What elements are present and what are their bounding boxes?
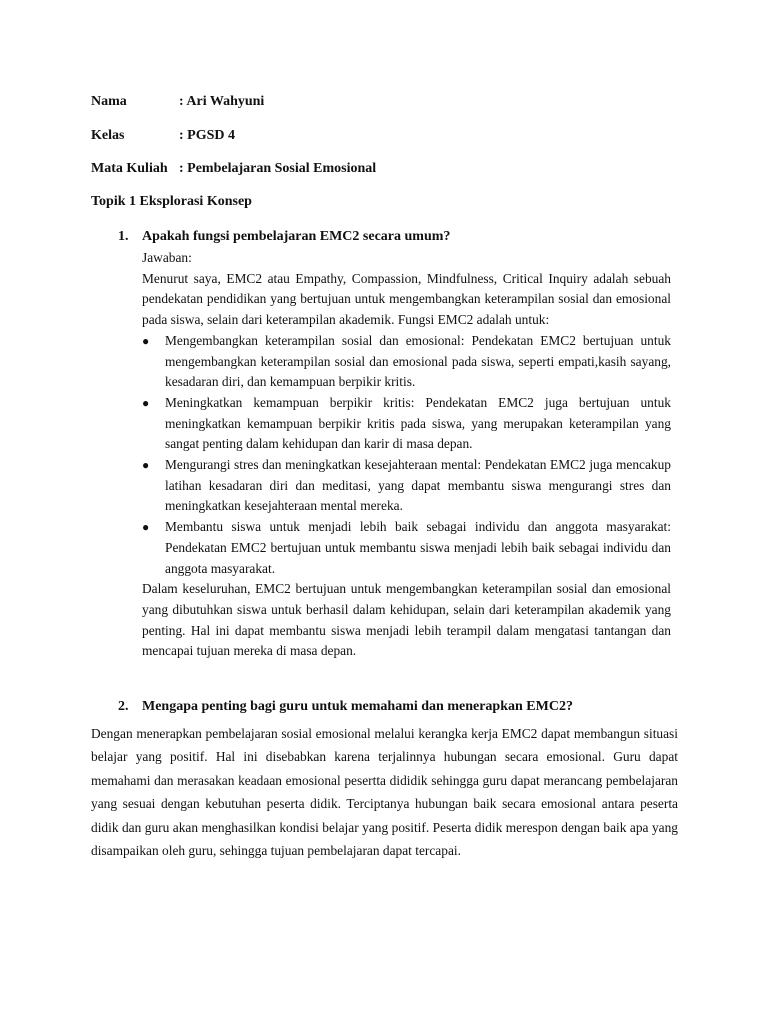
list-item [142,517,671,579]
kelas-label: Kelas [91,128,125,143]
question-1-number: 1. [118,229,129,244]
list-item [142,331,671,393]
mata-kuliah-label: Mata Kuliah [91,161,168,176]
question-2 [118,698,573,716]
bullet-text: Meningkatkan kemampuan berpikir kritis: Pendekatan EMC2 juga bertujuan untuk meningkatkan kemampuan berpikir kritis pada siswa, yang merupakan keterampilan yang sangat penting dalam kehidupan dan karir di masa depan. [165,394,671,452]
mata-kuliah-value: : Pembelajaran Sosial Emosional [179,161,377,176]
bullet-icon: ● [142,458,150,473]
bullet-icon: ● [142,520,150,535]
question-2-text: Mengapa penting bagi guru untuk memahami dan menerapkan EMC2? [142,699,573,714]
nama-value: : Ari Wahyuni [179,94,265,109]
question-2-number: 2. [118,699,129,714]
question-1 [118,228,450,246]
header-kelas [91,127,235,145]
list-item [142,455,671,517]
bullet-text: Mengembangkan keterampilan sosial dan emosional: Pendekatan EMC2 bertujuan untuk mengembangkan keterampilan sosial dan emosional pada siswa, seperti empati,kasih sayang, kesadaran diri, dan kemampuan berpikir kritis. [165,332,671,390]
header-mata-kuliah [91,160,376,178]
answer-1-intro: Menurut saya, EMC2 atau Empathy, Compassion, Mindfulness, Critical Inquiry adalah sebuah pendekatan pendidikan yang bertujuan untuk mengembangkan keterampilan sosial dan emosional pada siswa, selain dari keterampilan akademik. Fungsi EMC2 adalah untuk: [142,270,671,328]
list-item [142,393,671,455]
answer-2 [91,722,678,862]
bullet-icon: ● [142,333,150,348]
jawaban-label: Jawaban: [142,250,192,265]
answer-1 [142,248,671,662]
answer-2-text: Dengan menerapkan pembelajaran sosial emosional melalui kerangka kerja EMC2 dapat membangun situasi belajar yang positif. Hal ini disebabkan karena terjalinnya hubungan secara emosional. Guru dapat memahami dan merasakan keadaan emosional pesertta dididik sehingga guru dapat merancang pembelajaran yang sesuai dengan kebutuhan peserta didik. Terciptanya hubungan baik secara emosional antara peserta didik dan guru akan menghasilkan kondisi belajar yang positif. Peserta didik merespon dengan baik apa yang disampaikan oleh guru, sehingga tujuan pembelajaran dapat tercapai. [91,726,678,859]
answer-1-bullet-list [142,331,671,579]
bullet-text: Membantu siswa untuk menjadi lebih baik sebagai individu dan anggota masyarakat: Pendekatan EMC2 bertujuan untuk membantu siswa menjadi lebih baik sebagai individu dan anggota masyarakat. [165,519,671,576]
header-nama [91,93,264,111]
answer-1-conclusion: Dalam keseluruhan, EMC2 bertujuan untuk mengembangkan keterampilan sosial dan emosional yang dibutuhkan siswa untuk berhasil dalam kehidupan, selain dari keterampilan akademik yang penting. Hal ini dapat membantu siswa menjadi lebih terampil dalam mengatasi tantangan dan mencapai tujuan mereka di masa depan. [142,581,671,659]
kelas-value: : PGSD 4 [179,128,235,143]
topic-heading: Topik 1 Eksplorasi Konsep [91,194,252,209]
question-1-text: Apakah fungsi pembelajaran EMC2 secara umum? [142,229,451,244]
bullet-icon: ● [142,395,150,410]
nama-label: Nama [91,94,127,109]
bullet-text: Mengurangi stres dan meningkatkan kesejahteraan mental: Pendekatan EMC2 juga mencakup latihan kesadaran diri dan meditasi, yang dapat membantu siswa mengurangi stres dan meningkatkan kesejahteraan mental mereka. [165,457,671,514]
